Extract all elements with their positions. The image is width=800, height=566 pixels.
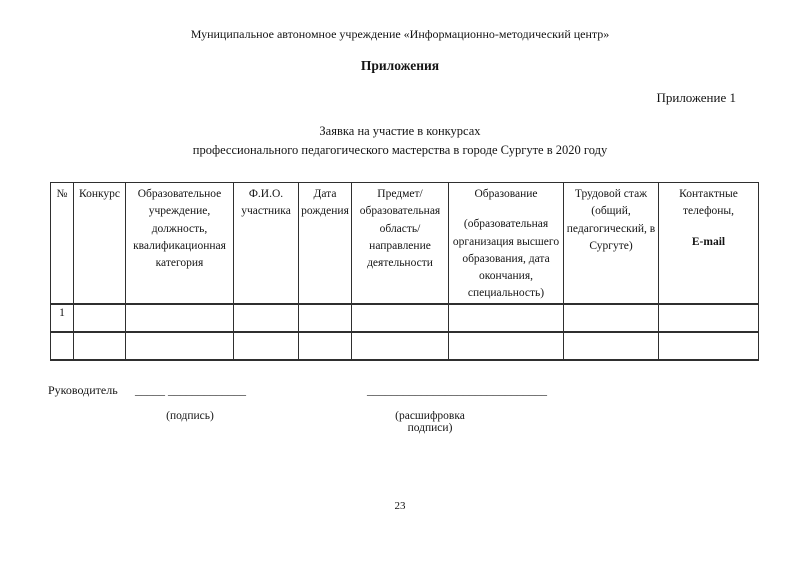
table-row	[51, 304, 759, 332]
column-header-birth-date-label: Дата рождения	[301, 188, 349, 218]
page-number: 23	[394, 500, 406, 512]
cell-row2-experience	[564, 332, 659, 360]
document-title-line-1: Заявка на участие в конкурсах	[319, 124, 481, 138]
document-title-line-2: профессионального педагогического мастерства в городе Сургуте в 2020 году	[192, 143, 608, 157]
name-underscore-line: ______________________________	[367, 382, 547, 397]
cell-row2-contacts	[659, 332, 759, 360]
cell-row2-education	[449, 332, 564, 360]
column-header-institution	[126, 183, 234, 304]
appendix-number-label: Приложение 1	[656, 90, 736, 105]
cell-row1-birth-date	[299, 304, 352, 332]
column-header-birth-date	[299, 183, 352, 304]
cell-row1-number: 1	[51, 304, 74, 332]
cell-row2-participant-name	[234, 332, 299, 360]
signature-block	[0, 379, 800, 449]
cell-row1-experience	[564, 304, 659, 332]
table-header-row	[51, 183, 759, 304]
cell-row2-contest	[74, 332, 126, 360]
name-caption: (расшифровка подписи)	[395, 409, 465, 434]
cell-row2-number	[51, 332, 74, 360]
signature-caption: (подпись)	[166, 409, 214, 422]
signature-role-label: Руководитель	[48, 382, 118, 397]
column-header-contacts-label: Контактные телефоны,	[679, 188, 738, 218]
column-header-institution-label: Образовательное учреждение, должность, квалификационная категория	[133, 188, 226, 269]
column-header-experience-label: Трудовой стаж (общий, педагогический, в Сургуте)	[566, 188, 656, 252]
application-table	[50, 182, 759, 361]
column-header-contacts-email-sub: E-mail	[691, 235, 726, 248]
cell-row2-birth-date	[299, 332, 352, 360]
cell-row1-subject	[352, 304, 449, 332]
table-row	[51, 332, 759, 360]
organization-header: Муниципальное автономное учреждение «Информационно-методический центр»	[190, 27, 610, 41]
column-header-subject	[352, 183, 449, 304]
column-header-contest	[74, 183, 126, 304]
cell-row2-subject	[352, 332, 449, 360]
cell-row1-contest	[74, 304, 126, 332]
cell-row1-institution	[126, 304, 234, 332]
cell-row1-contacts	[659, 304, 759, 332]
column-header-number	[51, 183, 74, 304]
cell-row1-participant-name	[234, 304, 299, 332]
column-header-contest-label: Конкурс	[78, 188, 121, 200]
appendices-heading: Приложения	[360, 58, 440, 73]
column-header-education-sub: (образовательная организация высшего образования, дата окончания, специальность)	[452, 218, 560, 300]
column-header-participant-name-label: Ф.И.О. участника	[241, 188, 291, 218]
column-header-contacts	[659, 183, 759, 304]
column-header-number-label: №	[56, 188, 68, 200]
column-header-experience	[564, 183, 659, 304]
cell-row1-education	[449, 304, 564, 332]
signature-underscore-line: _____ _____________	[135, 382, 246, 397]
column-header-subject-label: Предмет/ образовательная область/ направление деятельности	[359, 188, 441, 269]
column-header-participant-name	[234, 183, 299, 304]
column-header-education-label: Образование	[474, 188, 538, 200]
cell-row2-institution	[126, 332, 234, 360]
column-header-education	[449, 183, 564, 304]
document-title	[0, 122, 800, 160]
